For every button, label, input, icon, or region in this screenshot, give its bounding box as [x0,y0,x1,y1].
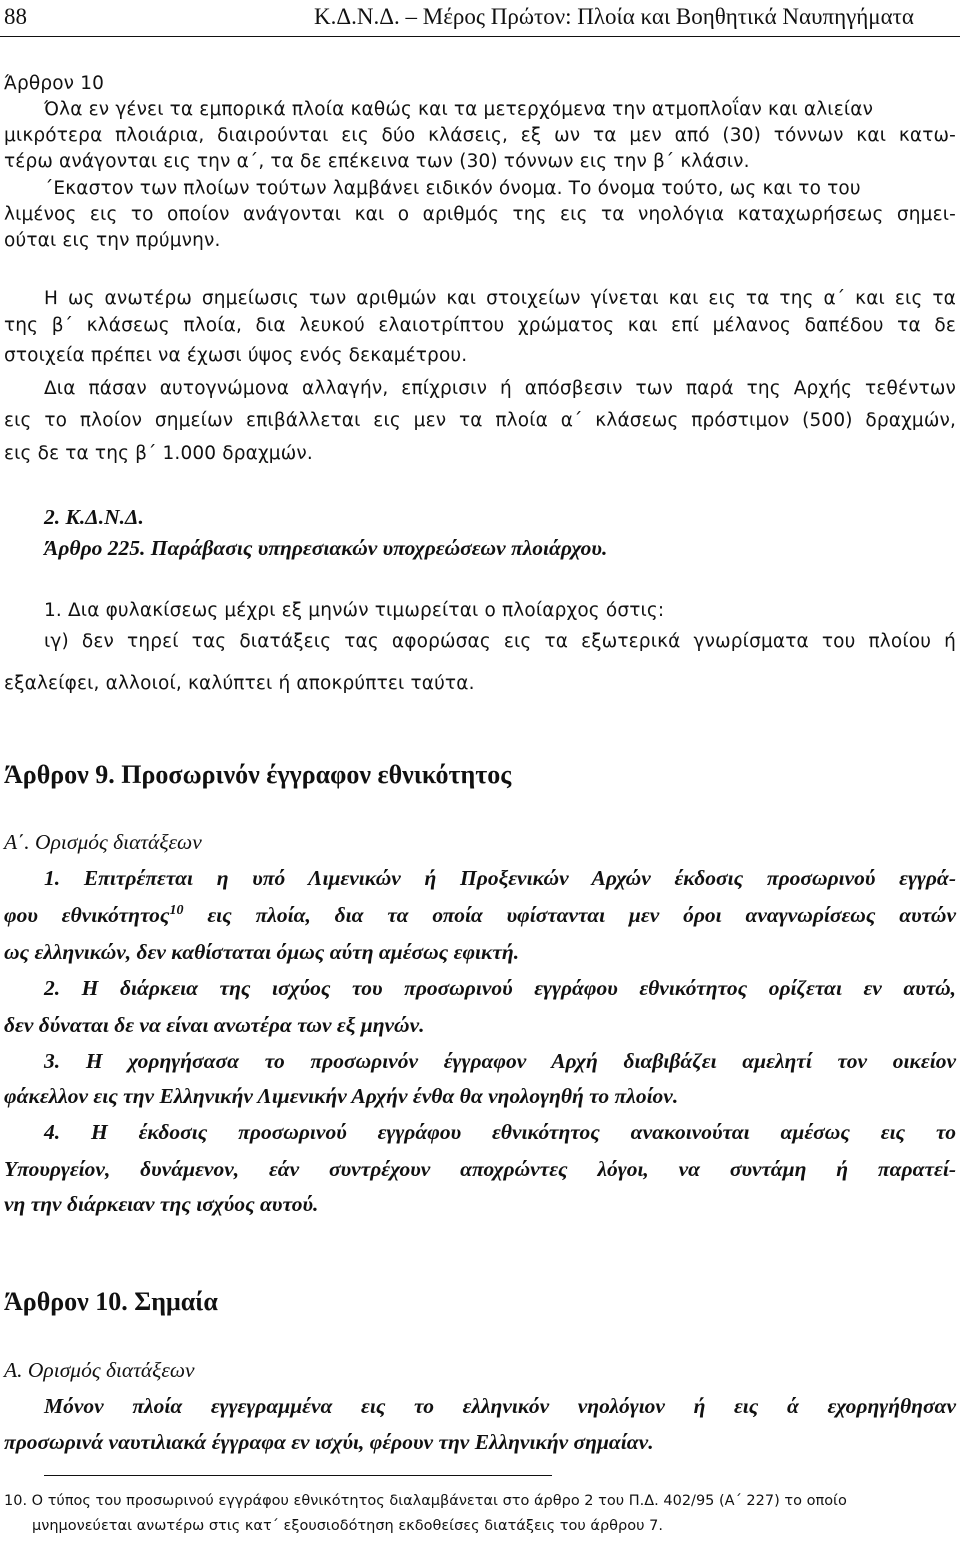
footnote-number: 10. [4,1493,28,1509]
article-10-old-line: ΄Εκαστον των πλοίων τούτων λαμβάνει ειδικόν όνομα. Το όνομα τούτο, ως και το του [44,178,861,199]
header-rule [0,36,960,37]
footnote-text: Ο τύπος του προσωρινού εγγράφου εθνικότητος διαλαμβάνεται στο άρθρο 2 του Π.Δ. 402/95 (Α΄ 227) το οποίο [31,1493,847,1509]
article-10-old-line: Όλα εν γένει τα εμπορικά πλοία καθώς και τα μετερχόμενα την ατμοπλοΐαν και αλιείαν [44,99,874,120]
article-9-p1-line [4,903,956,928]
article-9-p3-line: 3. Η χορηγήσασα το προσωρινόν έγγραφον Αρχή διαβιβάζει αμελητί τον οικείον [44,1049,956,1073]
article-10-old-line: ούται εις την πρύμνην. [4,230,221,251]
footnote-rule [44,1475,552,1476]
article-9-p1-line: 1. Επιτρέπεται η υπό Λιμενικών ή Προξενικών Αρχών έκδοσις προσωρινού εγγρά- [44,866,956,890]
article-10-subheading: Α. Ορισμός διατάξεων [4,1358,195,1382]
article-10-old-line: Η ως ανωτέρω σημείωσις των αριθμών και στοιχείων γίνεται και εις τα της α΄ και εις τα [44,288,956,309]
article-9-p4-line: 4. Η έκδοσις προσωρινού εγγράφου εθνικότητος ανακοινούται αμέσως εις το [44,1120,956,1144]
article-9-p1-text: εις πλοία, δια τα οποία υφίστανται μεν όροι αναγνωρίσεως αυτών [183,903,956,927]
article-10-old-line: της β΄ κλάσεως πλοία, δια λευκού ελαιοτρίπτου χρώματος και επί μέλανος δαπέδου τα δε [4,315,956,336]
article-10-line: προσωρινά ναυτιλιακά έγγραφα εν ισχύι, φέρουν την Ελληνικήν σημαίαν. [4,1430,654,1454]
article-9-p1-text: φου εθνικότητος [4,903,170,927]
article-10-old-line: λιμένος εις το οποίον ανάγονται και ο αριθμός της εις τα νηολόγια καταχωρήσεως σημει- [4,204,956,225]
article-10-old-line: εις δε τα της β΄ 1.000 δραχμών. [4,443,313,464]
article-9-heading: Άρθρον 9. Προσωρινόν έγγραφον εθνικότητος [4,760,512,789]
kndn-heading: 2. Κ.Δ.Ν.Δ. [44,505,144,529]
article-10-old-heading: Άρθρον 10 [4,73,105,94]
article-225-line: 1. Δια φυλακίσεως μέχρι εξ μηνών τιμωρείται ο πλοίαρχος όστις: [44,600,665,621]
article-225-line: ιγ) δεν τηρεί τας διατάξεις τας αφορώσας εις τα εξωτερικά γνωρίσματα του πλοίου ή [44,631,956,652]
article-9-subheading: Α΄. Ορισμός διατάξεων [4,830,202,854]
article-10-old-line: στοιχεία πρέπει να έχωσι ύψος ενός δεκαμέτρου. [4,345,468,366]
page-header [0,4,960,40]
article-225-heading: Άρθρο 225. Παράβασις υπηρεσιακών υποχρεώσεων πλοιάρχου. [44,536,608,560]
article-9-p2-line: δεν δύναται δε να είναι ανωτέρα των εξ μηνών. [4,1013,425,1037]
article-10-line: Μόνον πλοία εγγεγραμμένα εις το ελληνικόν νηολόγιον ή εις ά εχορηγήθησαν [44,1394,956,1418]
article-225-line: εξαλείφει, αλλοιοί, καλύπτει ή αποκρύπτει ταύτα. [4,673,475,694]
article-10-old-line: εις το πλοίον σημείων επιβάλλεται εις μεν τα πλοία α΄ κλάσεως πρόστιμον (500) δραχμών, [4,410,956,431]
running-title: Κ.Δ.Ν.Δ. – Μέρος Πρώτον: Πλοία και Βοηθητικά Ναυπηγήματα [314,4,914,29]
footnote [4,1493,956,1509]
article-10-old-line: τέρω ανάγονται εις την α΄, τα δε επέκεινα των (30) τόννων εις την β΄ κλάσιν. [4,151,750,172]
article-9-p3-line: φάκελλον εις την Ελληνικήν Λιμενικήν Αρχήν ένθα θα νηολογηθή το πλοίον. [4,1084,679,1108]
article-10-heading: Άρθρον 10. Σημαία [4,1287,218,1316]
footnote-text: μνημονεύεται ανωτέρω στις κατ΄ εξουσιοδότηση εκδοθείσες διατάξεις του άρθρου 7. [32,1518,663,1534]
article-10-old-line: Δια πάσαν αυτογνώμονα αλλαγήν, επίχρισιν ή απόσβεσιν των παρά της Αρχής τεθέντων [44,378,956,399]
footnote-ref: 10 [169,902,184,918]
article-9-p4-line: νη την διάρκειαν της ισχύος αυτού. [4,1192,319,1216]
article-10-old-line: μικρότερα πλοιάρια, διαιρούνται εις δύο κλάσεις, εξ ων τα μεν από (30) τόννων και κατω- [4,125,956,146]
page-number: 88 [4,4,27,29]
article-9-p1-line: ως ελληνικών, δεν καθίσταται όμως αύτη αμέσως εφικτή. [4,940,520,964]
article-9-p2-line: 2. Η διάρκεια της ισχύος του προσωρινού εγγράφου εθνικότητος ορίζεται εν αυτώ, [44,976,956,1000]
article-9-p4-line: Υπουργείον, δυνάμενον, εάν συντρέχουν αποχρώντες λόγοι, να συντάμη ή παρατεί- [4,1157,956,1181]
